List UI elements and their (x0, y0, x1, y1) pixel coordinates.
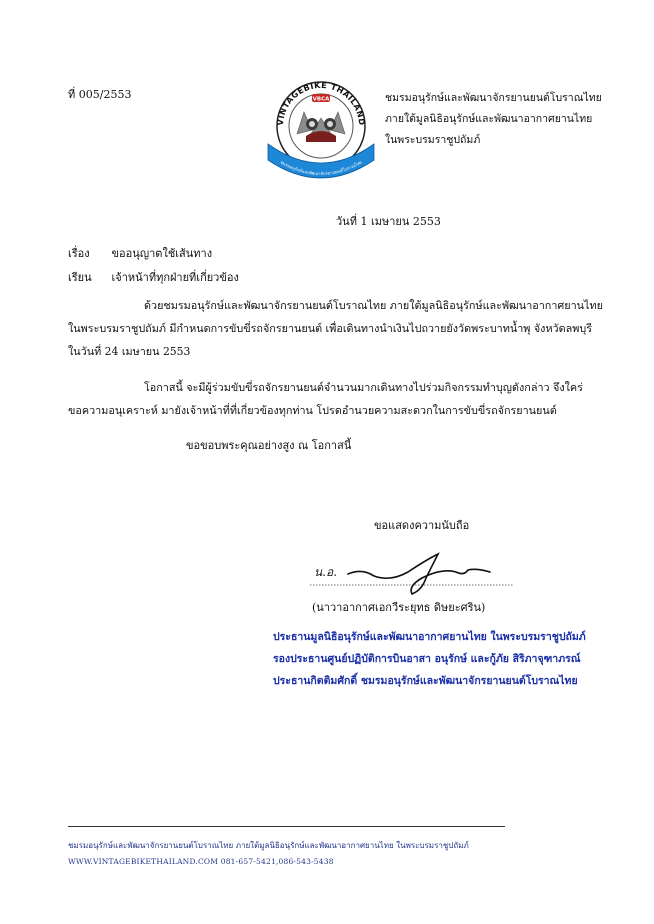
signatory-title: รองประธานศูนย์ปฏิบัติการบินอาสา อนุรักษ์ และกู้ภัย สิริภาจุฑาภรณ์ (273, 653, 581, 665)
letter-date: วันที่ 1 เมษายน 2553 (336, 215, 441, 228)
reference-number: ที่ 005/2553 (68, 88, 132, 101)
logo-ribbon-text: ชมรมอนุรักษ์และพัฒนาจักรยานยนต์โบราณไทย (279, 159, 363, 177)
footer-divider (68, 826, 505, 827)
org-line: ชมรมอนุรักษ์และพัฒนาจักรยานยนต์โบราณไทย (385, 92, 602, 104)
logo-badge: VBCA (312, 96, 330, 103)
signatory-title: ประธานมูลนิธิอนุรักษ์และพัฒนาอากาศยานไทย ในพระบรมราชูปถัมภ์ (273, 631, 586, 643)
logo-arc-text: VINTAGEBIKE THAILAND (275, 80, 367, 126)
body-line: ในพระบรมราชูปถัมภ์ มีกำหนดการขับขี่รถจักรยานยนต์ เพื่อเดินทางนำเงินไปถวายยังวัดพระบาทน้ำพุ จังหวัดลพบุรี (68, 322, 593, 335)
subject-label: เรื่อง (68, 247, 90, 260)
body-line: ในวันที่ 24 เมษายน 2553 (68, 345, 191, 358)
signature-initials: น.อ. (314, 565, 338, 579)
handwritten-signature (304, 548, 529, 598)
body-line: โอกาสนี้ จะมีผู้ร่วมขับขี่รถจักรยานยนต์จำนวนมากเดินทางไปร่วมกิจกรรมทำบุญดังกล่าว จึงใคร่ (144, 381, 583, 394)
signatory-name: (นาวาอากาศเอกวีระยุทธ ดิษยะศริน) (312, 601, 486, 614)
recipient-row (68, 266, 239, 290)
footer-contact: WWW.VINTAGEBIKETHAILAND.COM 081-657-5421,086-543-5438 (68, 857, 334, 866)
body-line: ขอความอนุเคราะห์ มายังเจ้าหน้าที่ที่เกี่ยวข้องทุกท่าน โปรดอำนวยความสะดวกในการขับขี่รถจักรยานยนต์ (68, 404, 557, 417)
signatory-titles (273, 626, 586, 692)
organization-header (385, 88, 602, 151)
subject-value: ขออนุญาตใช้เส้นทาง (111, 247, 213, 260)
thanks-line: ขอขอบพระคุณอย่างสูง ณ โอกาสนี้ (186, 439, 352, 452)
closing-salutation: ขอแสดงความนับถือ (374, 519, 470, 532)
footer-organization: ชมรมอนุรักษ์และพัฒนาจักรยานยนต์โบราณไทย ภายใต้มูลนิธิอนุรักษ์และพัฒนาอากาศยานไทย ในพระบรมราชูปถัมภ์ (68, 841, 469, 850)
signatory-title: ประธานกิตติมศักดิ์ ชมรมอนุรักษ์และพัฒนาจักรยานยนต์โบราณไทย (273, 675, 578, 687)
subject-block (68, 242, 239, 290)
recipient-label: เรียน (68, 271, 92, 284)
recipient-value: เจ้าหน้าที่ทุกฝ่ายที่เกี่ยวข้อง (111, 271, 239, 284)
subject-row (68, 242, 239, 266)
body-line: ด้วยชมรมอนุรักษ์และพัฒนาจักรยานยนต์โบราณไทย ภายใต้มูลนิธิอนุรักษ์และพัฒนาอากาศยานไทย (144, 299, 603, 312)
body-paragraph-1 (68, 294, 608, 363)
club-logo (262, 74, 380, 192)
body-paragraph-2 (68, 376, 608, 422)
org-line: ภายใต้มูลนิธิอนุรักษ์และพัฒนาอากาศยานไทย (385, 113, 593, 125)
org-line: ในพระบรมราชูปถัมภ์ (385, 134, 481, 146)
